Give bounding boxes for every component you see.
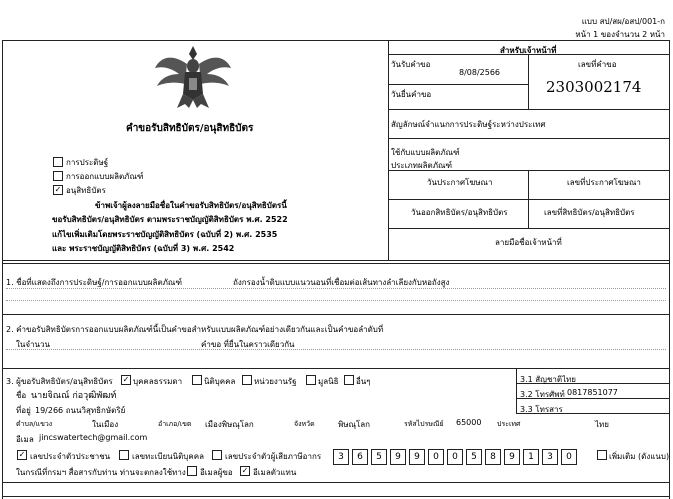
info-box-border — [516, 368, 517, 413]
nationality-value[interactable]: ไทย — [562, 375, 576, 384]
officer-panel-border — [388, 40, 389, 260]
id-digit-box[interactable]: 1 — [523, 449, 539, 465]
declaration-line-4: และ พระราชบัญญัติสิทธิบัตร (ฉบับที่ 3) พ.ศ. 2542 — [52, 244, 235, 253]
type-petty-patent-checkbox[interactable]: ✓ — [54, 185, 62, 194]
id-digit-box[interactable]: 0 — [561, 449, 577, 465]
divider — [2, 263, 670, 264]
section2-count-label: ในจำนวน — [16, 340, 50, 349]
address-label: ที่อยู่ — [16, 406, 31, 415]
divider — [528, 54, 529, 109]
form-title: คำขอรับสิทธิบัตร/อนุสิทธิบัตร — [126, 123, 254, 134]
fax-label: 3.3 โทรสาร — [520, 405, 563, 414]
address-value[interactable]: 19/266 ถนนวิสุทธิกษัตริย์ — [35, 406, 126, 415]
nationality-label: 3.1 สัญชาติ — [520, 375, 563, 384]
section1-underline — [6, 300, 666, 301]
divider — [388, 138, 669, 139]
type-petty-patent-label: อนุสิทธิบัตร — [66, 186, 106, 195]
grant-no-label: เลขที่สิทธิบัตร/อนุสิทธิบัตร — [544, 208, 635, 217]
type-design-checkbox[interactable] — [53, 171, 63, 181]
id-digit-box[interactable]: 9 — [409, 449, 425, 465]
applicant-government-checkbox[interactable] — [242, 375, 252, 385]
filing-date-label: วันยื่นคำขอ — [391, 90, 432, 99]
email-value[interactable]: jincswatertech@gmail.com — [39, 433, 148, 442]
receive-date-value: 8/08/2566 — [459, 68, 501, 77]
postcode-value[interactable]: 65000 — [456, 418, 482, 427]
classification-label: สัญลักษณ์จำแนกการประดิษฐ์ระหว่างประเทศ — [391, 120, 546, 129]
subdistrict-label: ตำบล/แขวง — [16, 420, 53, 428]
id-digit-box[interactable]: 9 — [390, 449, 406, 465]
id-digit-box[interactable]: 0 — [428, 449, 444, 465]
id-digit-box[interactable]: 6 — [352, 449, 368, 465]
id-digit-box[interactable]: 5 — [466, 449, 482, 465]
applicant-name-value[interactable]: นายจิณณ์ ก่อวุฒิพัฒท์ — [31, 391, 117, 401]
divider — [2, 482, 670, 483]
name-label: ชื่อ — [16, 391, 27, 400]
usage-label: ใช้กับแบบผลิตภัณฑ์ — [391, 148, 460, 157]
notice-agent-email-checkbox[interactable]: ✓ — [241, 466, 249, 475]
district-label: อำเภอ/เขต — [158, 420, 192, 428]
id-tax-checkbox[interactable] — [212, 450, 222, 460]
page-info: หน้า 1 ของจำนวน 2 หน้า — [575, 30, 665, 39]
receive-date-label: วันรับคำขอ — [391, 60, 431, 69]
officer-header: สำหรับเจ้าหน้าที่ — [500, 46, 557, 55]
id-digit-box[interactable]: 8 — [485, 449, 501, 465]
type-invention-checkbox[interactable] — [53, 157, 63, 167]
type-invention-label: การประดิษฐ์ — [66, 158, 109, 167]
applicant-juristic-checkbox[interactable] — [192, 375, 202, 385]
email-label: อีเมล — [16, 435, 34, 444]
publication-date-label: วันประกาศโฆษณา — [427, 178, 493, 187]
product-type-label: ประเภทผลิตภัณฑ์ — [391, 161, 453, 170]
section2-underline — [6, 349, 666, 350]
section2-label: 2. คำขอรับสิทธิบัตรการออกแบบผลิตภัณฑ์นี้เป็นคำขอสำหรับแบบผลิตภัณฑ์อย่างเดียวกันและเป็นคำขอลำดับที่ — [6, 325, 384, 334]
id-juristic-checkbox[interactable] — [119, 450, 129, 460]
applicant-government-label: หน่วยงานรัฐ — [254, 377, 297, 386]
applicant-person-label: บุคคลธรรมดา — [133, 377, 183, 386]
id-citizen-checkbox[interactable]: ✓ — [18, 450, 26, 459]
grant-date-label: วันออกสิทธิบัตร/อนุสิทธิบัตร — [411, 208, 508, 217]
section2-same-day-label: คำขอ ที่ยื่นในคราวเดียวกัน — [201, 340, 295, 349]
country-label: ประเทศ — [497, 420, 521, 428]
invention-title-value[interactable]: ถังกรองน้ำดิบแบบแนวนอนที่เชื่อมต่อเส้นทางลำเลียงกับหอถังสูง — [233, 278, 450, 287]
notice-applicant-email-checkbox[interactable] — [187, 466, 197, 476]
section1-underline — [6, 288, 666, 289]
id-citizen-label: เลขประจำตัวประชาชน — [30, 452, 111, 461]
frame-top — [2, 40, 670, 41]
section3-label: 3. ผู้ขอรับสิทธิบัตร/อนุสิทธิบัตร — [6, 377, 113, 386]
frame-left — [2, 40, 3, 499]
applicant-other-checkbox[interactable] — [344, 375, 354, 385]
phone-label: 3.2 โทรศัพท์ — [520, 390, 565, 399]
applicant-other-label: อื่นๆ — [356, 377, 371, 386]
id-digit-box[interactable]: 0 — [447, 449, 463, 465]
application-no-value: 2303002174 — [546, 78, 642, 96]
more-attached-checkbox[interactable] — [597, 450, 607, 460]
id-tax-label: เลขประจำตัวผู้เสียภาษีอากร — [225, 452, 322, 461]
more-attached-label: เพิ่มเติม (ดังแนบ) — [609, 452, 670, 461]
garuda-emblem-icon — [153, 42, 233, 112]
divider — [2, 496, 670, 497]
section1-label: 1. ชื่อที่แสดงถึงการประดิษฐ์/การออกแบบผลิตภัณฑ์ — [6, 278, 182, 287]
province-value[interactable]: พิษณุโลก — [338, 420, 371, 429]
id-digit-box[interactable]: 3 — [542, 449, 558, 465]
divider — [388, 109, 669, 110]
divider — [388, 84, 528, 85]
divider — [388, 199, 669, 200]
province-label: จังหวัด — [294, 420, 315, 428]
officer-signature-label: ลายมือชื่อเจ้าหน้าที่ — [495, 238, 562, 247]
divider — [388, 228, 669, 229]
form-code: แบบ สป/สผ/อสป/001-ก — [581, 17, 665, 26]
id-juristic-label: เลขทะเบียนนิติบุคคล — [132, 452, 204, 461]
applicant-foundation-checkbox[interactable] — [306, 375, 316, 385]
id-digit-box[interactable]: 5 — [371, 449, 387, 465]
district-value[interactable]: เมืองพิษณุโลก — [205, 420, 254, 429]
frame-right — [669, 40, 670, 499]
country-value[interactable]: ไทย — [595, 420, 609, 429]
notice-agent-email-label: อีเมลตัวแทน — [253, 468, 297, 477]
notice-label: ในกรณีที่กรมฯ สื่อสารกับท่าน ท่านจะตกลงใช้ทาง — [16, 468, 186, 477]
declaration-line-3: แก้ไขเพิ่มเติมโดยพระราชบัญญัติสิทธิบัตร (ฉบับที่ 2) พ.ศ. 2535 — [52, 230, 278, 239]
publication-no-label: เลขที่ประกาศโฆษณา — [567, 178, 641, 187]
declaration-line-2: ขอรับสิทธิบัตร/อนุสิทธิบัตร ตามพระราชบัญญัติสิทธิบัตร พ.ศ. 2522 — [52, 215, 288, 224]
type-design-label: การออกแบบผลิตภัณฑ์ — [66, 172, 144, 181]
divider — [2, 368, 670, 369]
id-digit-box[interactable]: 9 — [504, 449, 520, 465]
applicant-foundation-label: มูลนิธิ — [318, 377, 339, 386]
postcode-label: รหัสไปรษณีย์ — [404, 420, 444, 428]
divider — [2, 260, 670, 261]
applicant-person-checkbox[interactable]: ✓ — [122, 375, 130, 384]
id-digit-box[interactable]: 3 — [333, 449, 349, 465]
divider — [2, 314, 670, 315]
phone-value[interactable]: 0817851077 — [567, 388, 618, 397]
application-no-label: เลขที่คำขอ — [578, 60, 617, 69]
applicant-juristic-label: นิติบุคคล — [204, 377, 236, 386]
subdistrict-value[interactable]: ในเมือง — [92, 420, 119, 429]
notice-applicant-email-label: อีเมลผู้ขอ — [200, 468, 233, 477]
declaration-line-1: ข้าพเจ้าผู้ลงลายมือชื่อในคำขอรับสิทธิบัตร/อนุสิทธิบัตรนี้ — [95, 201, 287, 210]
